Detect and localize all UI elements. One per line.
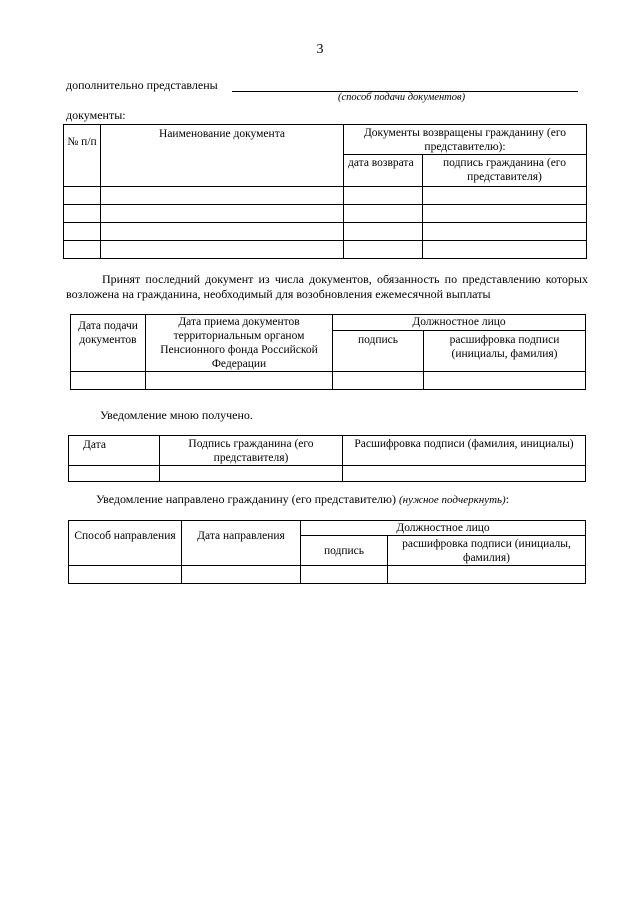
col-signature-header: подпись — [333, 331, 424, 372]
table-cell[interactable] — [344, 241, 423, 259]
table-cell[interactable] — [388, 566, 586, 584]
table-row — [64, 205, 587, 223]
table-cell[interactable] — [101, 223, 344, 241]
table-row — [64, 223, 587, 241]
table-cell[interactable] — [64, 205, 101, 223]
acceptance-table — [70, 314, 586, 390]
col-decode-header: Расшифровка подписи (фамилия, инициалы) — [343, 436, 586, 466]
table-row — [71, 372, 586, 390]
submitted-line — [66, 78, 586, 93]
table-cell[interactable] — [423, 223, 587, 241]
documents-label: документы: — [66, 108, 126, 122]
col-official-header: Должностное лицо — [301, 521, 586, 536]
notice-received: Уведомление мною получено. — [100, 408, 253, 422]
notice-sent-text: Уведомление направлено гражданину (его представителю) — [96, 492, 396, 506]
table-row — [69, 566, 586, 584]
submitted-caption: (способ подачи документов) — [338, 92, 466, 103]
col-method-header: Способ направления — [69, 521, 182, 566]
col-sign-header: подпись гражданина (его представителя) — [423, 155, 587, 187]
table-cell[interactable] — [69, 566, 182, 584]
table-cell[interactable] — [301, 566, 388, 584]
col-num-header: № п/п — [64, 125, 101, 187]
table-cell[interactable] — [182, 566, 301, 584]
col-date-header: Дата направления — [182, 521, 301, 566]
col-submit-date-header: Дата подачи документов — [71, 315, 146, 372]
table-row — [64, 187, 587, 205]
table-cell[interactable] — [71, 372, 146, 390]
col-official-header: Должностное лицо — [333, 315, 586, 331]
page-number: 3 — [316, 42, 324, 57]
table-cell[interactable] — [101, 205, 344, 223]
dispatch-table — [68, 520, 586, 584]
table-cell[interactable] — [424, 372, 586, 390]
table-cell[interactable] — [423, 241, 587, 259]
notice-sent — [96, 492, 509, 507]
table-cell[interactable] — [69, 466, 160, 482]
table-cell[interactable] — [101, 241, 344, 259]
notice-sent-italic: (нужное подчеркнуть) — [398, 494, 506, 506]
notice-sent-colon: : — [505, 492, 510, 506]
table-cell[interactable] — [64, 223, 101, 241]
col-decode-header: расшифровка подписи (инициалы, фамилия) — [424, 331, 586, 372]
col-signature-header: подпись — [301, 536, 388, 566]
table-cell[interactable] — [423, 205, 587, 223]
table-cell[interactable] — [160, 466, 343, 482]
documents-table — [63, 124, 587, 259]
accepted-paragraph: Принят последний документ из числа документов, обязанность по представлению которых возложена на гражданина, необходимый для возобновления ежемесячной выплаты — [66, 272, 588, 301]
table-cell[interactable] — [64, 241, 101, 259]
col-name-header: Наименование документа — [101, 125, 344, 187]
table-cell[interactable] — [344, 223, 423, 241]
col-returned-header: Документы возвращены гражданину (его представителю): — [344, 125, 587, 155]
table-cell[interactable] — [344, 187, 423, 205]
table-cell[interactable] — [64, 187, 101, 205]
table-cell[interactable] — [343, 466, 586, 482]
receipt-table — [68, 435, 586, 482]
col-sign-header: Подпись гражданина (его представителя) — [160, 436, 343, 466]
col-date-header: дата возврата — [344, 155, 423, 187]
submitted-prefix: дополнительно представлены — [66, 78, 218, 92]
col-receive-header: Дата приема документов территориальным органом Пенсионного фонда Российской Федерации — [146, 315, 333, 372]
table-cell[interactable] — [101, 187, 344, 205]
col-date-header: Дата — [69, 436, 160, 466]
table-cell[interactable] — [423, 187, 587, 205]
table-cell[interactable] — [146, 372, 333, 390]
table-cell[interactable] — [344, 205, 423, 223]
table-row — [69, 466, 586, 482]
table-cell[interactable] — [333, 372, 424, 390]
table-row — [64, 241, 587, 259]
col-decode-header: расшифровка подписи (инициалы, фамилия) — [388, 536, 586, 566]
